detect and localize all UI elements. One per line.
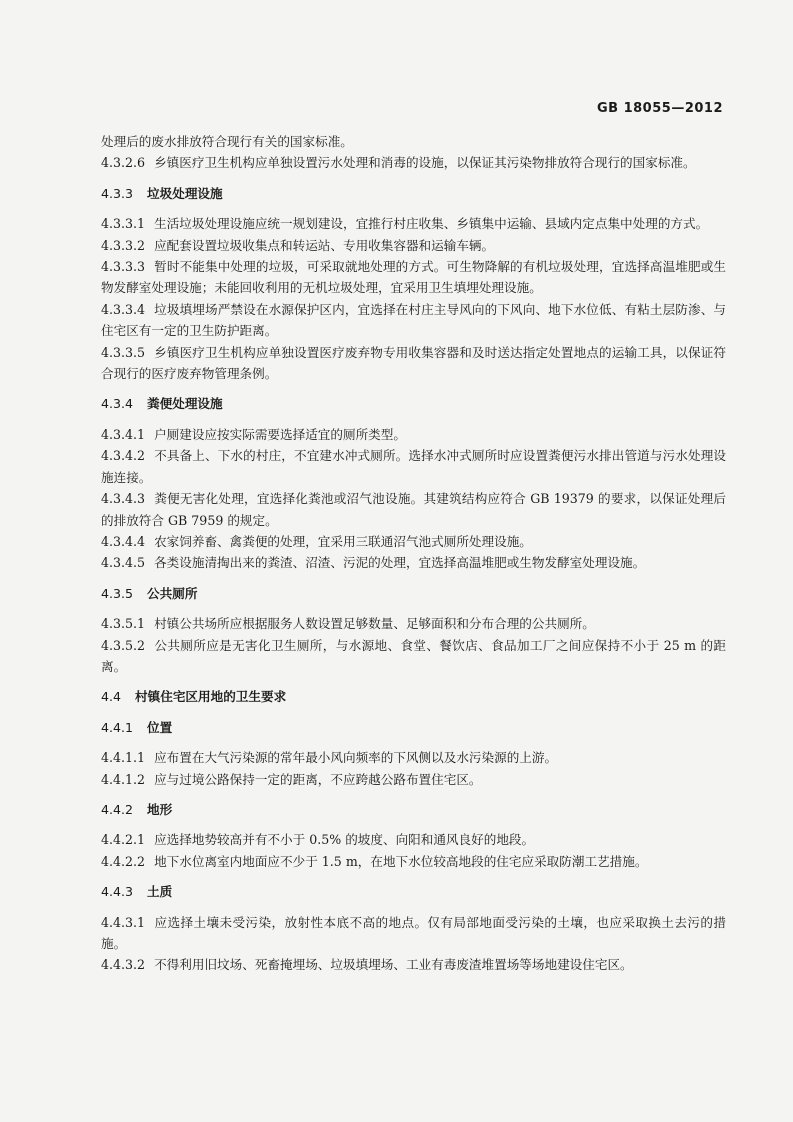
clause-number: 4.4.2 [101, 801, 134, 817]
section-heading [101, 393, 726, 414]
section-heading [101, 686, 726, 707]
clause-number: 4.3.4.1 [101, 426, 146, 442]
clause-number: 4.3.4.5 [101, 555, 146, 571]
clause-paragraph [101, 342, 726, 385]
clause-paragraph [101, 531, 726, 552]
clause-paragraph [101, 235, 726, 256]
clause-number: 4.3.2.6 [101, 155, 146, 171]
clause-number: 4.3.4.4 [101, 533, 146, 549]
section-heading [101, 583, 726, 604]
clause-number: 4.3.5.2 [101, 637, 146, 653]
clause-number: 4.4.2.1 [101, 832, 146, 848]
clause-text: 垃圾填埋场严禁设在水源保护区内，宜选择在村庄主导风向的下风向、地下水位低、有粘土层防渗、与住宅区有一定的卫生防护距离。 [101, 301, 726, 339]
clause-number: 4.4.2.2 [101, 853, 146, 869]
clause-text: 处理后的废水排放符合现行有关的国家标准。 [101, 134, 353, 149]
clause-text: 应配套设置垃圾收集点和转运站、专用收集容器和运输车辆。 [154, 237, 495, 253]
heading-text: 公共厕所 [147, 585, 198, 601]
clause-paragraph [101, 152, 726, 173]
clause-text: 应选择土壤未受污染，放射性本底不高的地点。仅有局部地面受污染的土壤，也应采取换土去污的措施。 [101, 914, 726, 951]
clause-number: 4.3.4.2 [101, 448, 146, 464]
heading-text: 土质 [147, 884, 173, 900]
clause-number: 4.4.3.2 [101, 957, 146, 973]
clause-text: 户厕建设应按实际需要选择适宜的厕所类型。 [154, 426, 406, 442]
clause-number: 4.4.3 [101, 884, 134, 900]
clause-paragraph [101, 488, 726, 531]
clause-text: 不得利用旧坟场、死畜掩埋场、垃圾填埋场、工业有毒废渣堆置场等场地建设住宅区。 [154, 957, 633, 973]
clause-text: 应与过境公路保持一定的距离，不应跨越公路布置住宅区。 [154, 771, 482, 787]
clause-paragraph [101, 131, 726, 152]
clause-number: 4.4.3.1 [101, 914, 146, 930]
section-heading [101, 717, 726, 738]
clause-text: 农家饲养畜、禽粪便的处理，宜采用三联通沼气池式厕所处理设施。 [154, 533, 532, 549]
section-heading [101, 799, 726, 820]
clause-number: 4.3.4 [101, 396, 134, 412]
heading-text: 地形 [147, 801, 173, 817]
heading-text: 粪便处理设施 [147, 396, 223, 412]
clause-paragraph [101, 552, 726, 573]
clause-paragraph [101, 851, 726, 872]
clause-paragraph [101, 912, 726, 955]
clause-text: 公共厕所应是无害化卫生厕所，与水源地、食堂、餐饮店、食品加工厂之间应保持不小于 25 m 的距离。 [101, 637, 726, 674]
section-heading [101, 881, 726, 902]
heading-text: 垃圾处理设施 [147, 185, 223, 201]
clause-paragraph [101, 954, 726, 975]
clause-number: 4.3.3.1 [101, 216, 146, 232]
clause-number: 4.4.1.1 [101, 750, 146, 766]
clause-paragraph [101, 635, 726, 678]
clause-number: 4.3.3.2 [101, 237, 146, 253]
clause-text: 粪便无害化处理，宜选择化粪池或沼气池设施。其建筑结构应符合 GB 19379 的要求，以保证处理后的排放符合 GB 7959 的规定。 [101, 491, 726, 528]
clause-text: 应布置在大气污染源的常年最小风向频率的下风侧以及水污染源的上游。 [154, 750, 558, 766]
clause-number: 4.3.5.1 [101, 616, 146, 632]
clause-paragraph [101, 747, 726, 768]
standard-code-header: GB 18055—2012 [596, 101, 723, 116]
clause-text: 生活垃圾处理设施应统一规划建设，宜推行村庄收集、乡镇集中运输、县域内定点集中处理的方式。 [154, 216, 709, 232]
clause-text: 乡镇医疗卫生机构应单独设置医疗废弃物专用收集容器和及时送达指定处置地点的运输工具，以保证符合现行的医疗废弃物管理条例。 [101, 344, 726, 382]
clause-text: 乡镇医疗卫生机构应单独设置污水处理和消毒的设施，以保证其污染物排放符合现行的国家标准。 [154, 155, 696, 171]
clause-number: 4.3.3.5 [101, 344, 146, 360]
clause-text: 应选择地势较高并有不小于 0.5% 的坡度、向阳和通风良好的地段。 [154, 832, 535, 848]
clause-number: 4.3.4.3 [101, 491, 146, 507]
clause-text: 暂时不能集中处理的垃圾，可采取就地处理的方式。可生物降解的有机垃圾处理，宜选择高温堆肥或生物发酵室处理设施；未能回收利用的无机垃圾处理，宜采用卫生填埋处理设施。 [101, 259, 726, 296]
clause-paragraph [101, 769, 726, 790]
clause-paragraph [101, 213, 726, 234]
clause-paragraph [101, 256, 726, 299]
clause-paragraph [101, 613, 726, 634]
clause-paragraph [101, 424, 726, 445]
heading-text: 村镇住宅区用地的卫生要求 [135, 689, 287, 705]
clause-text: 地下水位离室内地面应不少于 1.5 m，在地下水位较高地段的住宅应采取防潮工艺措施。 [154, 853, 648, 869]
clause-text: 村镇公共场所应根据服务人数设置足够数量、足够面积和分布合理的公共厕所。 [154, 616, 595, 632]
section-heading [101, 183, 726, 204]
clause-number: 4.3.3 [101, 185, 134, 201]
clause-text: 各类设施清掏出来的粪渣、沼渣、污泥的处理，宜选择高温堆肥或生物发酵室处理设施。 [154, 555, 646, 571]
clause-number: 4.3.5 [101, 585, 134, 601]
clause-number: 4.3.3.3 [101, 259, 146, 275]
clause-paragraph [101, 445, 726, 488]
clause-number: 4.4 [101, 689, 122, 705]
clause-number: 4.4.1 [101, 719, 134, 735]
clause-paragraph [101, 299, 726, 342]
clause-text: 不具备上、下水的村庄，不宜建水冲式厕所。选择水冲式厕所时应设置粪便污水排出管道与污水处理设施连接。 [101, 448, 726, 485]
document-body [101, 131, 726, 976]
heading-text: 位置 [147, 719, 173, 735]
clause-number: 4.4.1.2 [101, 771, 146, 787]
clause-paragraph [101, 829, 726, 850]
clause-number: 4.3.3.4 [101, 301, 146, 317]
